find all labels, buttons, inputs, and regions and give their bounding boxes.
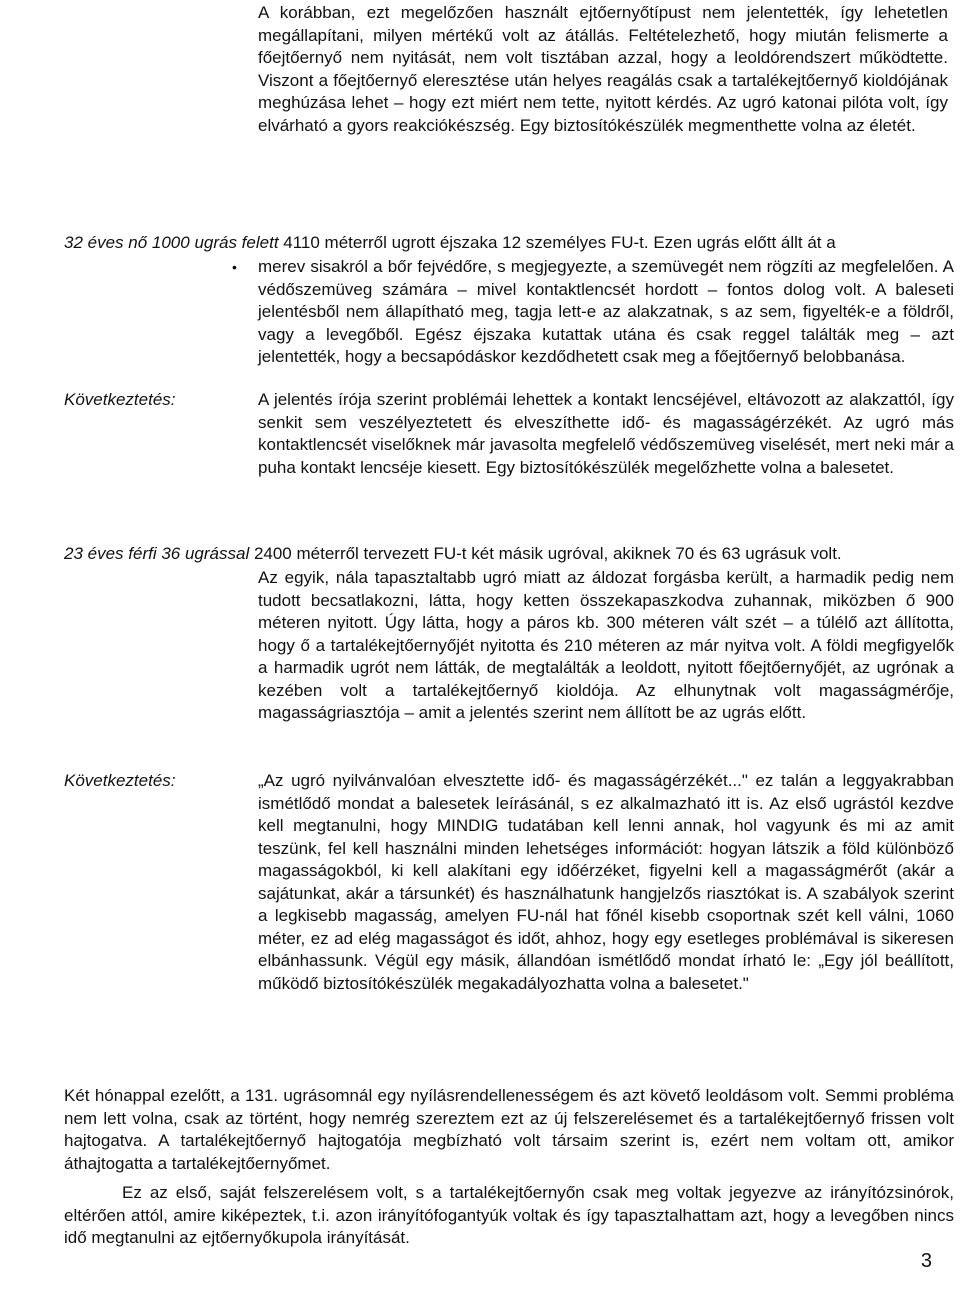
case2-heading-text: 2400 méterről tervezett FU-t két másik ugróval, akiknek 70 és 63 ugrásuk volt. (249, 544, 842, 563)
page-number: 3 (920, 1250, 932, 1272)
case2-conclusion (258, 770, 954, 995)
case1-conclusion-label: Következtetés: (64, 390, 176, 409)
case1-conclusion (258, 389, 954, 479)
narrative-paragraph: Ez az első, saját felszerelésem volt, s a tartalékejtőernyőn csak meg voltak jegyezve az irányítózsinórok, eltérően attól, amire kiképeztek, t.i. azon irányítófogantyúk voltak és így tapasztalhattam azt, hogy a levegőben nincs idő megtanulni az ejtőernyőkupola irányítását. (64, 1183, 954, 1247)
case1-subject: 32 éves nő 1000 ugrás felett (64, 233, 279, 252)
case2-subject: 23 éves férfi 36 ugrással (64, 544, 250, 563)
case1-heading-text: 4110 méterről ugrott éjszaka 12 személyes FU-t. Ezen ugrás előtt állt át a (278, 233, 836, 252)
case2-body-text: Az egyik, nála tapasztaltabb ugró miatt az áldozat forgásba került, a harmadik pedig nem tudott becsatlakozni, látta, hogy ketten összekapaszkodva zuhannak, miközben ő 900 méteren nyitott. Úgy látta, hogy a páros kb. 300 méteren vált szét – a túlélő azt állította, hogy ő a tartalékejtőernyőjét nyitotta és 210 méteren az már nyitva volt. A földi megfigyelők a harmadik ugrót nem látták, de megtalálták a leoldott, nyitott főejtőernyőjét, az ugrónak a kezében volt a tartalékejtőernyő kioldója. Az elhunytnak volt magasságmérője, magasságriasztója – amit a jelentés szerint nem állított be az ugrás előtt. (258, 568, 954, 722)
case1-body (258, 256, 954, 369)
bullet-mark: • (232, 259, 237, 275)
case1-heading (64, 232, 954, 255)
narrative-section (64, 1085, 954, 1250)
case2-conclusion-label: Következtetés: (64, 771, 176, 790)
case2-heading (64, 543, 954, 566)
case1-body-text: merev sisakról a bőr fejvédőre, s megjegyezte, a szemüvegét nem rögzíti az megfelelően. A védőszemüveg számára – mivel kontaktlencsét hordott – fontos dolog volt. A baleseti jelentésből nem állapítható meg, tagja lett-e az alakzatnak, s az sem, figyelték-e a földről, vagy a levegőből. Egész éjszaka kutattak utána és csak reggel találták meg – azt jelentették, hogy a becsapódáskor kezdődhetett csak meg a főejtőernyő belobbanása. (258, 257, 954, 366)
intro-text: A korábban, ezt megelőzően használt ejtőernyőtípust nem jelentették, így lehetetlen megállapítani, milyen mértékű volt az átállás. Feltételezhető, hogy miután felismerte a főejtőernyő nem nyitását, nem volt tisztában azzal, hogy a leoldórendszert működtette. Viszont a főejtőernyő eleresztése után helyes reagálás csak a tartalékejtőernyő kioldójának meghúzása lehet – hogy ezt miért nem tette, nyitott kérdés. Az ugró katonai pilóta volt, így elvárható a gyors reakciókészség. Egy biztosítókészülék megmenthette volna az életét. (258, 3, 948, 135)
intro-paragraph (258, 2, 948, 137)
case1-conclusion-text: A jelentés írója szerint problémái lehettek a kontakt lencséjével, eltávozott az alakzattól, így senkit sem veszélyeztetett és elveszíthette idő- és magasságérzékét. Az ugró más kontaktlencsét viselőknek már javasolta megfelelő védőszemüveg viselését, mert neki már a puha kontakt lencséje kiesett. Egy biztosítókészülék megelőzhette volna a balesetet. (258, 390, 954, 477)
case2-body (258, 567, 954, 725)
case2-conclusion-text: „Az ugró nyilvánvalóan elvesztette idő- és magasságérzékét..." ez talán a leggyakrabban ismétlődő mondat a balesetek leírásánál, s ez alkalmazható itt is. Az első ugrástól kezdve kell megtanulni, hogy MINDIG tudatában kell lenni annak, hol vagyunk és mi az amit teszünk, fel kell használni minden lehetséges információt: hogyan látszik a föld különböző magasságokból, ki kell alakítani egy időérzéket, figyelni kell a magasságmérőt (akár a sajátunkat, akár a társunkét) és használhatunk hangjelzős riasztókat is. A szabályok szerint a legkisebb magasság, amelyen FU-nál hat főnél kisebb csoportnak szét kell válni, 1060 méter, ez ad elég magasságot és időt, ahhoz, hogy egy esetleges problémával is sikeresen elbánhassunk. Végül egy másik, állandóan ismétlődő mondat írható le: „Egy jól beállított, működő biztosítókészülék megakadályozhatta volna a balesetet." (258, 771, 954, 993)
narrative-paragraph: Két hónappal ezelőtt, a 131. ugrásomnál egy nyílásrendellenességem és azt követő leoldásom volt. Semmi probléma nem lett volna, csak az történt, hogy nemrég szereztem ezt az új felszerelésemet és a tartalékejtőernyő frissen volt hajtogatva. A tartalékejtőernyő hajtogatója megbízható volt társaim szerint is, ezért nem voltam ott, amikor áthajtogatta a tartalékejtőernyőmet. (64, 1086, 954, 1173)
